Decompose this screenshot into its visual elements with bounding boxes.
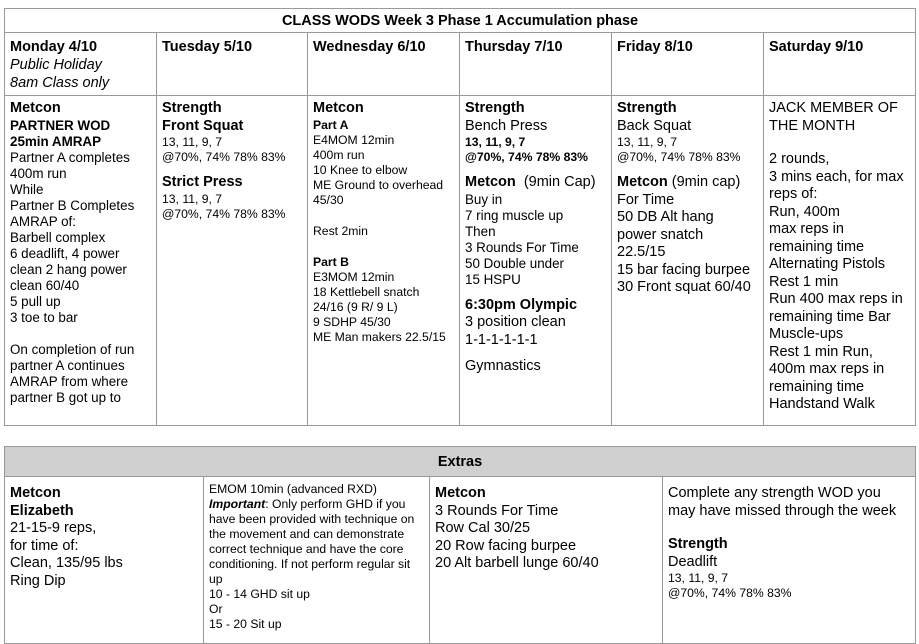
- important-note: : Only perform GHD if you have been provided with technique on the movement and can demonstrate correct technique and have the core conditioning. If not perform regular sit up: [209, 497, 415, 586]
- part-label: Part A: [313, 117, 349, 132]
- day-header-friday: [612, 33, 764, 96]
- day-note: 8am Class only: [10, 75, 110, 91]
- time-cap: (9min cap): [671, 174, 741, 190]
- workout-line: Partner B Completes: [10, 197, 135, 213]
- workout-line: Run, 400m: [769, 203, 840, 220]
- thursday-workout: [460, 96, 612, 426]
- section-heading: Strength: [668, 536, 728, 552]
- workout-line: Run 400 max reps in: [769, 291, 903, 307]
- lift-name: Strict Press: [162, 174, 243, 190]
- section-heading: Metcon: [465, 174, 516, 190]
- workout-line: 15 - 20 Sit up: [209, 617, 282, 631]
- workout-line: 45/30: [313, 192, 344, 207]
- workout-name: Elizabeth: [10, 502, 74, 519]
- workout-line: EMOM 10min (advanced RXD): [209, 482, 377, 496]
- important-label: Important: [209, 497, 266, 511]
- workout-line: 24/16 (9 R/ 9 L): [313, 299, 398, 314]
- workout-line: 400m run: [313, 147, 365, 162]
- day-name: Thursday 7/10: [465, 39, 563, 55]
- percentages: @70%, 74% 78% 83%: [668, 586, 792, 600]
- day-header-saturday: [764, 33, 916, 96]
- workout-line: 10 Knee to elbow: [313, 162, 408, 177]
- friday-workout: [612, 96, 764, 426]
- section-heading: Strength: [162, 100, 222, 116]
- workout-line: for time of:: [10, 537, 79, 554]
- lift-name: Back Squat: [617, 117, 692, 134]
- rest-line: Rest 2min: [313, 223, 368, 238]
- section-heading: Strength: [465, 100, 525, 116]
- day-header-thursday: [460, 33, 612, 96]
- extras-strength: [663, 477, 916, 644]
- day-note: Public Holiday: [10, 57, 102, 73]
- extras-metcon-elizabeth: [5, 477, 204, 644]
- workout-line: 21-15-9 reps,: [10, 520, 97, 536]
- percentages: @70%, 74% 78% 83%: [465, 150, 588, 164]
- workout-line: reps of:: [769, 186, 818, 202]
- workout-line: 18 Kettlebell snatch: [313, 284, 420, 299]
- section-heading: Strength: [617, 100, 677, 116]
- workout-subtitle: 25min AMRAP: [10, 133, 102, 149]
- workout-line: E4MOM 12min: [313, 132, 395, 147]
- workout-line: Then: [465, 223, 496, 239]
- workout-line: Or: [209, 602, 223, 616]
- workout-line: JACK MEMBER OF: [769, 100, 898, 116]
- workout-line: Muscle-ups: [769, 326, 844, 342]
- workout-line: 15 HSPU: [465, 271, 521, 287]
- workout-line: 7 ring muscle up: [465, 207, 564, 223]
- workout-line: 10 - 14 GHD sit up: [209, 587, 310, 601]
- workout-line: 3 mins each, for max: [769, 168, 904, 185]
- day-name: Tuesday 5/10: [162, 39, 253, 55]
- workout-line: ME Man makers 22.5/15: [313, 329, 446, 344]
- section-heading: Metcon: [435, 485, 486, 501]
- workout-line: Barbell complex: [10, 229, 106, 245]
- rep-scheme: 13, 11, 9, 7: [465, 135, 526, 149]
- workout-line: Handstand Walk: [769, 396, 875, 412]
- workout-line: 6 deadlift, 4 power: [10, 245, 120, 261]
- workout-line: 1-1-1-1-1-1: [465, 331, 538, 348]
- workout-line: max reps in: [769, 221, 844, 237]
- extras-metcon: [430, 477, 663, 644]
- workout-line: E3MOM 12min: [313, 269, 395, 284]
- workout-line: 50 Double under: [465, 255, 565, 271]
- workout-line: remaining time: [769, 378, 865, 395]
- workout-line: Row Cal 30/25: [435, 520, 531, 536]
- workout-line: clean 60/40: [10, 277, 80, 293]
- workout-line: 5 pull up: [10, 293, 61, 309]
- day-name: Saturday 9/10: [769, 39, 864, 55]
- lift-name: Bench Press: [465, 117, 548, 134]
- percentages: @70%, 74% 78% 83%: [617, 150, 741, 164]
- lift-name: Deadlift: [668, 553, 718, 570]
- day-header-wednesday: [308, 33, 460, 96]
- workout-line: AMRAP of:: [10, 213, 76, 229]
- workout-line: 400m run: [10, 165, 67, 181]
- workout-note: partner B got up to: [10, 389, 121, 405]
- workout-line: Buy in: [465, 191, 503, 207]
- section-heading: Metcon: [313, 100, 364, 116]
- workout-note: AMRAP from where: [10, 373, 129, 389]
- table-title: CLASS WODS Week 3 Phase 1 Accumulation phase: [5, 9, 916, 33]
- part-label: Part B: [313, 254, 349, 269]
- workout-line: Clean, 135/95 lbs: [10, 555, 123, 571]
- rep-scheme: 13, 11, 9, 7: [162, 135, 223, 149]
- day-header-tuesday: [157, 33, 308, 96]
- workout-line: 3 position clean: [465, 314, 566, 330]
- workout-line: 20 Alt barbell lunge 60/40: [435, 555, 599, 571]
- section-heading: Gymnastics: [465, 358, 541, 374]
- strength-intro: Complete any strength WOD you may have missed through the week: [668, 485, 897, 519]
- section-heading: 6:30pm Olympic: [465, 296, 578, 313]
- workout-line: remaining time: [769, 238, 865, 255]
- workout-line: 22.5/15: [617, 244, 666, 260]
- rep-scheme: 13, 11, 9, 7: [617, 135, 678, 149]
- day-header-monday: [5, 33, 157, 96]
- monday-workout: [5, 96, 157, 426]
- extras-table: [4, 446, 916, 644]
- workout-line: 3 Rounds For Time: [465, 239, 579, 255]
- workout-line: Partner A completes: [10, 149, 130, 165]
- percentages: @70%, 74% 78% 83%: [162, 150, 286, 164]
- workout-line: Ring Dip: [10, 572, 66, 589]
- day-name: Friday 8/10: [617, 39, 693, 55]
- workout-line: 50 DB Alt hang: [617, 209, 714, 225]
- extras-emom: [204, 477, 430, 644]
- workout-line: 15 bar facing burpee: [617, 261, 751, 278]
- workout-line: 30 Front squat 60/40: [617, 279, 751, 295]
- tuesday-workout: [157, 96, 308, 426]
- section-heading: Metcon: [10, 485, 61, 501]
- workout-line: Rest 1 min Run,: [769, 343, 873, 360]
- workout-line: remaining time Bar: [769, 308, 891, 325]
- rep-scheme: 13, 11, 9, 7: [668, 571, 729, 585]
- workout-note: partner A continues: [10, 357, 125, 373]
- workout-line: THE MONTH: [769, 117, 856, 134]
- workout-note: On completion of run: [10, 341, 135, 357]
- saturday-workout: [764, 96, 916, 426]
- workout-line: 9 SDHP 45/30: [313, 314, 391, 329]
- workout-line: 3 toe to bar: [10, 309, 78, 325]
- workout-line: power snatch: [617, 226, 704, 243]
- workout-line: clean 2 hang power: [10, 261, 127, 277]
- workout-line: ME Ground to overhead: [313, 177, 444, 192]
- workout-line: Alternating Pistols: [769, 256, 886, 272]
- workout-line: 2 rounds,: [769, 151, 830, 167]
- workout-line: While: [10, 181, 44, 197]
- percentages: @70%, 74% 78% 83%: [162, 206, 286, 221]
- wednesday-workout: [308, 96, 460, 426]
- lift-name: Front Squat: [162, 117, 244, 134]
- day-name: Wednesday 6/10: [313, 39, 426, 55]
- workout-line: 20 Row facing burpee: [435, 537, 577, 554]
- workout-line: 400m max reps in: [769, 361, 885, 377]
- day-name: Monday 4/10: [10, 39, 98, 55]
- workout-line: 3 Rounds For Time: [435, 502, 559, 519]
- workout-line: For Time: [617, 191, 675, 208]
- time-cap: (9min Cap): [523, 174, 596, 190]
- workout-line: Rest 1 min: [769, 273, 839, 290]
- weekly-wod-table: [4, 8, 916, 426]
- section-heading: Metcon: [10, 100, 61, 116]
- workout-subtitle: PARTNER WOD: [10, 117, 111, 133]
- section-heading: Metcon: [617, 174, 668, 190]
- extras-title: Extras: [5, 447, 916, 477]
- rep-scheme: 13, 11, 9, 7: [162, 191, 223, 206]
